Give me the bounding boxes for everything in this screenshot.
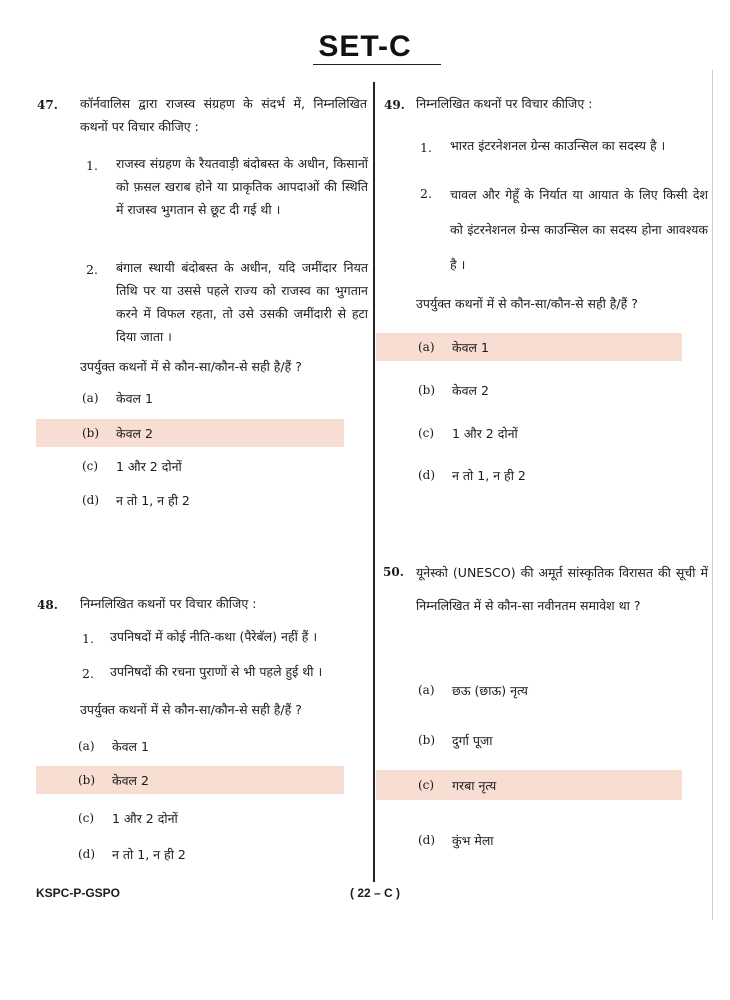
- q49-option-c[interactable]: [376, 419, 682, 447]
- question-50-text: यूनेस्को (UNESCO) की अमूर्त सांस्कृतिक विरासत की सूची में निम्नलिखित में से कौन-सा नवीनतम समावेश था ?: [416, 565, 708, 613]
- q49-option-b-text: केवल 2: [452, 382, 489, 398]
- q50-option-b-label: (b): [418, 733, 436, 747]
- page-number: ( 22 – C ): [350, 886, 401, 900]
- q47-prompt: उपर्युक्त कथनों में से कौन-सा/कौन-से सही है/हैं ?: [80, 359, 302, 374]
- q48-statement-1-number: 1.: [82, 631, 94, 646]
- question-48-text: निम्नलिखित कथनों पर विचार कीजिए :: [80, 596, 257, 611]
- q48-option-b[interactable]: [36, 766, 344, 794]
- q48-option-a[interactable]: [36, 732, 344, 760]
- q50-option-a[interactable]: [376, 676, 682, 704]
- q48-option-b-label: (b): [78, 773, 96, 787]
- q49-statement-2-number: 2.: [420, 186, 432, 201]
- q48-option-c-label: (c): [78, 811, 95, 825]
- q50-option-c-text: गरबा नृत्य: [452, 777, 497, 793]
- q50-option-c[interactable]: [376, 770, 682, 800]
- q47-option-b[interactable]: [36, 419, 344, 447]
- q48-statement-2-number: 2.: [82, 666, 94, 681]
- q50-option-b[interactable]: [376, 726, 682, 754]
- q47-option-d-text: न तो 1, न ही 2: [116, 492, 190, 508]
- q49-option-d-label: (d): [418, 468, 436, 482]
- q49-option-d[interactable]: [376, 461, 682, 489]
- q47-option-d-label: (d): [82, 493, 100, 507]
- question-49-text: निम्नलिखित कथनों पर विचार कीजिए :: [416, 96, 593, 111]
- q48-option-d[interactable]: [36, 840, 344, 868]
- q49-statement-1-text: भारत इंटरनेशनल ग्रेन्स काउन्सिल का सदस्य है ।: [450, 138, 666, 153]
- column-divider: [373, 82, 375, 882]
- q50-option-a-text: छऊ (छाऊ) नृत्य: [452, 682, 528, 698]
- q47-statement-1-text: राजस्व संग्रहण के रैयतवाड़ी बंदोबस्त के अधीन, किसानों को फ़सल खराब होने या प्राकृतिक आपदाओं की स्थिति में राजस्व भुगतान से छूट दी गई थी ।: [116, 156, 368, 217]
- q47-option-a[interactable]: [36, 384, 344, 412]
- q49-option-b-label: (b): [418, 383, 436, 397]
- q47-option-d[interactable]: [36, 486, 344, 514]
- q49-statement-1-number: 1.: [420, 140, 432, 155]
- q48-prompt: उपर्युक्त कथनों में से कौन-सा/कौन-से सही है/हैं ?: [80, 702, 302, 717]
- q49-option-a-text: केवल 1: [452, 339, 489, 355]
- q49-option-a-label: (a): [418, 340, 435, 354]
- q49-option-d-text: न तो 1, न ही 2: [452, 467, 526, 483]
- q49-option-a[interactable]: [376, 333, 682, 361]
- q48-statement-1-text: उपनिषदों में कोई नीति-कथा (पैरेबॅल) नहीं हैं ।: [110, 629, 318, 644]
- q48-option-c-text: 1 और 2 दोनों: [112, 810, 178, 826]
- question-49-number: 49.: [384, 98, 405, 112]
- q50-option-b-text: दुर्गा पूजा: [452, 732, 493, 748]
- q47-option-a-label: (a): [82, 391, 99, 405]
- q50-option-c-label: (c): [418, 778, 435, 792]
- q48-option-a-text: केवल 1: [112, 738, 149, 754]
- q48-option-d-label: (d): [78, 847, 96, 861]
- q50-option-d-text: कुंभ मेला: [452, 832, 494, 848]
- q47-option-c-label: (c): [82, 459, 99, 473]
- q49-option-c-text: 1 और 2 दोनों: [452, 425, 518, 441]
- q47-option-b-label: (b): [82, 426, 100, 440]
- q47-statement-1-number: 1.: [86, 158, 98, 173]
- q47-option-c-text: 1 और 2 दोनों: [116, 458, 182, 474]
- q47-option-b-text: केवल 2: [116, 425, 153, 441]
- q49-option-b[interactable]: [376, 376, 682, 404]
- q48-option-a-label: (a): [78, 739, 95, 753]
- question-50-number: 50.: [383, 565, 404, 579]
- q48-option-d-text: न तो 1, न ही 2: [112, 846, 186, 862]
- q50-option-d[interactable]: [376, 826, 682, 854]
- question-47-text: कॉर्नवालिस द्वारा राजस्व संग्रहण के संदर्भ में, निम्नलिखित कथनों पर विचार कीजिए :: [80, 96, 367, 134]
- q47-statement-2-text: बंगाल स्थायी बंदोबस्त के अधीन, यदि जमींदार नियत तिथि पर या उससे पहले राज्य को राजस्व का भुगतान करने में विफल रहता, तो उसे उसकी जमींदारी से हटा दिया जाता ।: [116, 260, 368, 344]
- q47-option-c[interactable]: [36, 452, 344, 480]
- q47-option-a-text: केवल 1: [116, 390, 153, 406]
- paper-code: KSPC-P-GSPO: [36, 886, 121, 900]
- title-underline: [313, 64, 441, 65]
- question-48-number: 48.: [37, 598, 58, 612]
- q47-statement-2-number: 2.: [86, 262, 98, 277]
- q48-option-b-text: केवल 2: [112, 772, 149, 788]
- question-47-number: 47.: [37, 98, 58, 112]
- q50-option-d-label: (d): [418, 833, 436, 847]
- q50-option-a-label: (a): [418, 683, 435, 697]
- q48-option-c[interactable]: [36, 804, 344, 832]
- page-edge-shadow: [712, 70, 713, 920]
- q49-option-c-label: (c): [418, 426, 435, 440]
- q49-prompt: उपर्युक्त कथनों में से कौन-सा/कौन-से सही है/हैं ?: [416, 296, 638, 311]
- q48-statement-2-text: उपनिषदों की रचना पुराणों से भी पहले हुई थी ।: [110, 664, 323, 679]
- set-label: SET-C: [318, 30, 412, 63]
- q49-statement-2-text: चावल और गेहूँ के निर्यात या आयात के लिए किसी देश को इंटरनेशनल ग्रेन्स काउन्सिल का सदस्य होना आवश्यक है ।: [450, 187, 708, 272]
